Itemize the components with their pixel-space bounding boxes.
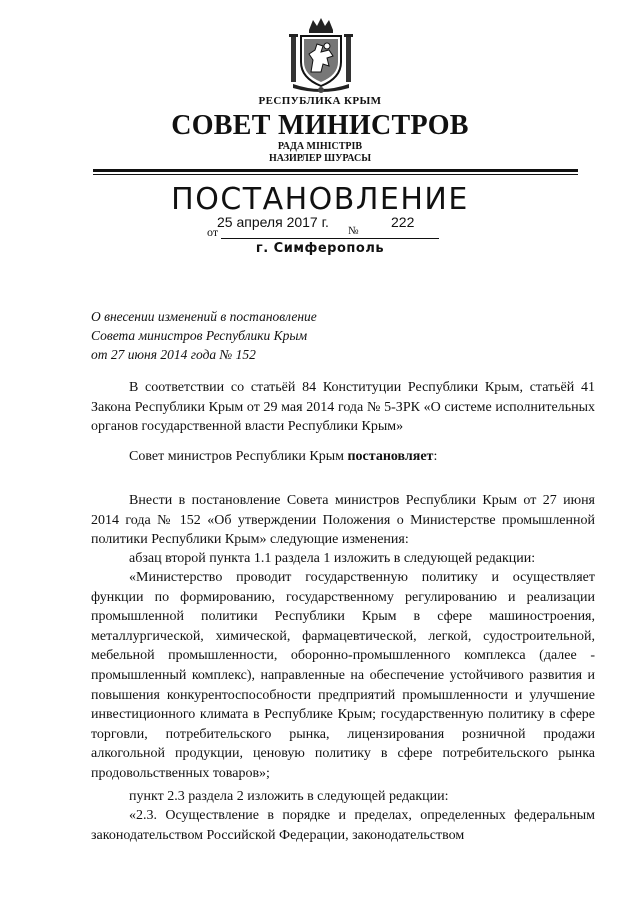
paragraph-item-2-3-text: «2.3. Осуществление в порядке и пределах, определенных федеральным законодательством Российской Федерации, законодательством bbox=[91, 808, 595, 843]
document-number: 222 bbox=[391, 214, 415, 230]
paragraph-ministry-functions: «Министерство проводит государственную политику и осуществляет функции по формированию, государственному регулированию и реализации промышленной политики Республики Крым в сфере машиностроения, металлургической, химической, фармацевтической, легкой, судостроительной, мебельной промышленности, оборонно-промышленного комплекса (далее - промышленный комплекс), направленные на обеспечение устойчивого развития и повышения конкурентоспособности предприятий промышленности и улучшение инвестиционного климата в Республике Крым; государственную политику в сфере торговли, потребительского рынка, лицензирования розничной продажи алкогольной продукции, ценовую политику в сфере потребительского рынка продовольственных товаров»; bbox=[91, 570, 595, 781]
resolves-colon: : bbox=[433, 449, 438, 464]
date-number-row bbox=[207, 214, 439, 242]
council-name-crimean-tatar: НАЗИРЛЕР ШУРАСЫ bbox=[268, 153, 372, 164]
title-line-3: от 27 июня 2014 года № 152 bbox=[91, 347, 256, 362]
council-name: СОВЕТ МИНИСТРОВ bbox=[171, 110, 469, 141]
number-sign: № bbox=[348, 225, 359, 237]
header-rule-thin bbox=[93, 174, 578, 175]
document-type-heading: ПОСТАНОВЛЕНИЕ bbox=[171, 182, 469, 217]
date-underline bbox=[221, 238, 439, 239]
paragraph-item-2-3: пункт 2.3 раздела 2 изложить в следующей редакции: bbox=[129, 789, 449, 804]
republic-name: РЕСПУБЛИКА КРЫМ bbox=[258, 95, 382, 107]
paragraph-resolves bbox=[91, 447, 595, 467]
resolves-text: Совет министров Республики Крым bbox=[129, 449, 348, 464]
document-title bbox=[91, 307, 317, 364]
document-date: 25 апреля 2017 г. bbox=[217, 214, 329, 230]
city-label: г. Симферополь bbox=[255, 241, 385, 256]
title-line-1: О внесении изменений в постановление bbox=[91, 309, 317, 324]
resolves-keyword: постановляет bbox=[347, 449, 434, 464]
council-name-ukrainian: РАДА МІНІСТРІВ bbox=[277, 141, 363, 152]
header-rule-thick bbox=[93, 169, 578, 172]
paragraph-preamble: В соответствии со статьёй 84 Конституции Республики Крым, статьёй 41 Закона Республики Крым от 29 мая 2014 года № 5-ЗРК «О системе исполнительных органов государственной власти Республики Крым» bbox=[91, 380, 595, 435]
date-prefix: от bbox=[207, 225, 219, 239]
crimea-coat-of-arms-icon bbox=[287, 16, 355, 94]
title-line-2: Совета министров Республики Крым bbox=[91, 328, 308, 343]
paragraph-amend-intro: Внести в постановление Совета министров Республики Крым от 27 июня 2014 года № 152 «Об утверждении Положения о Министерстве промышленной политики Республики Крым» следующие изменения: bbox=[91, 493, 595, 548]
paragraph-item-1-1: абзац второй пункта 1.1 раздела 1 изложить в следующей редакции: bbox=[129, 551, 536, 566]
